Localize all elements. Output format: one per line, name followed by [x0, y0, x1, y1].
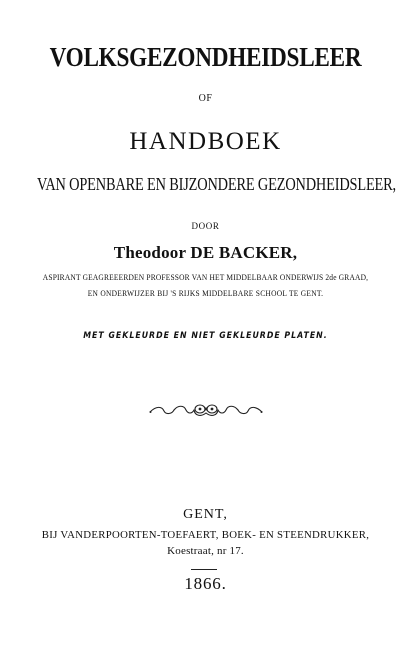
handbook-title: HANDBOEK — [129, 128, 282, 155]
divider-rule — [191, 569, 217, 570]
publication-city: GENT, — [183, 507, 228, 522]
scroll-flourish-ornament-icon — [148, 400, 264, 420]
by-line: DOOR — [191, 221, 220, 231]
author-credentials-line1: ASPIRANT GEAGREEERDEN PROFESSOR VAN HET MIDDELBAAR ONDERWIJS 2de GRAAD, — [42, 273, 369, 282]
plates-note: MET GEKLEURDE EN NIET GEKLEURDE PLATEN. — [83, 331, 328, 341]
publication-year: 1866. — [184, 574, 227, 593]
subtitle: VAN OPENBARE EN BIJZONDERE GEZONDHEIDSLEER, — [36, 174, 396, 194]
author-name: Theodoor DE BACKER, — [113, 243, 298, 262]
title-connector: OF — [198, 93, 213, 104]
author-credentials-line2: EN ONDERWIJZER BIJ 'S RIJKS MIDDELBARE SCHOOL TE GENT. — [87, 289, 324, 298]
printer-name: BIJ VANDERPOORTEN-TOEFAERT, BOEK- EN STEENDRUKKER, — [41, 529, 370, 541]
printer-address: Koestraat, nr 17. — [167, 545, 244, 557]
main-title: VOLKSGEZONDHEIDSLEER — [49, 42, 362, 72]
